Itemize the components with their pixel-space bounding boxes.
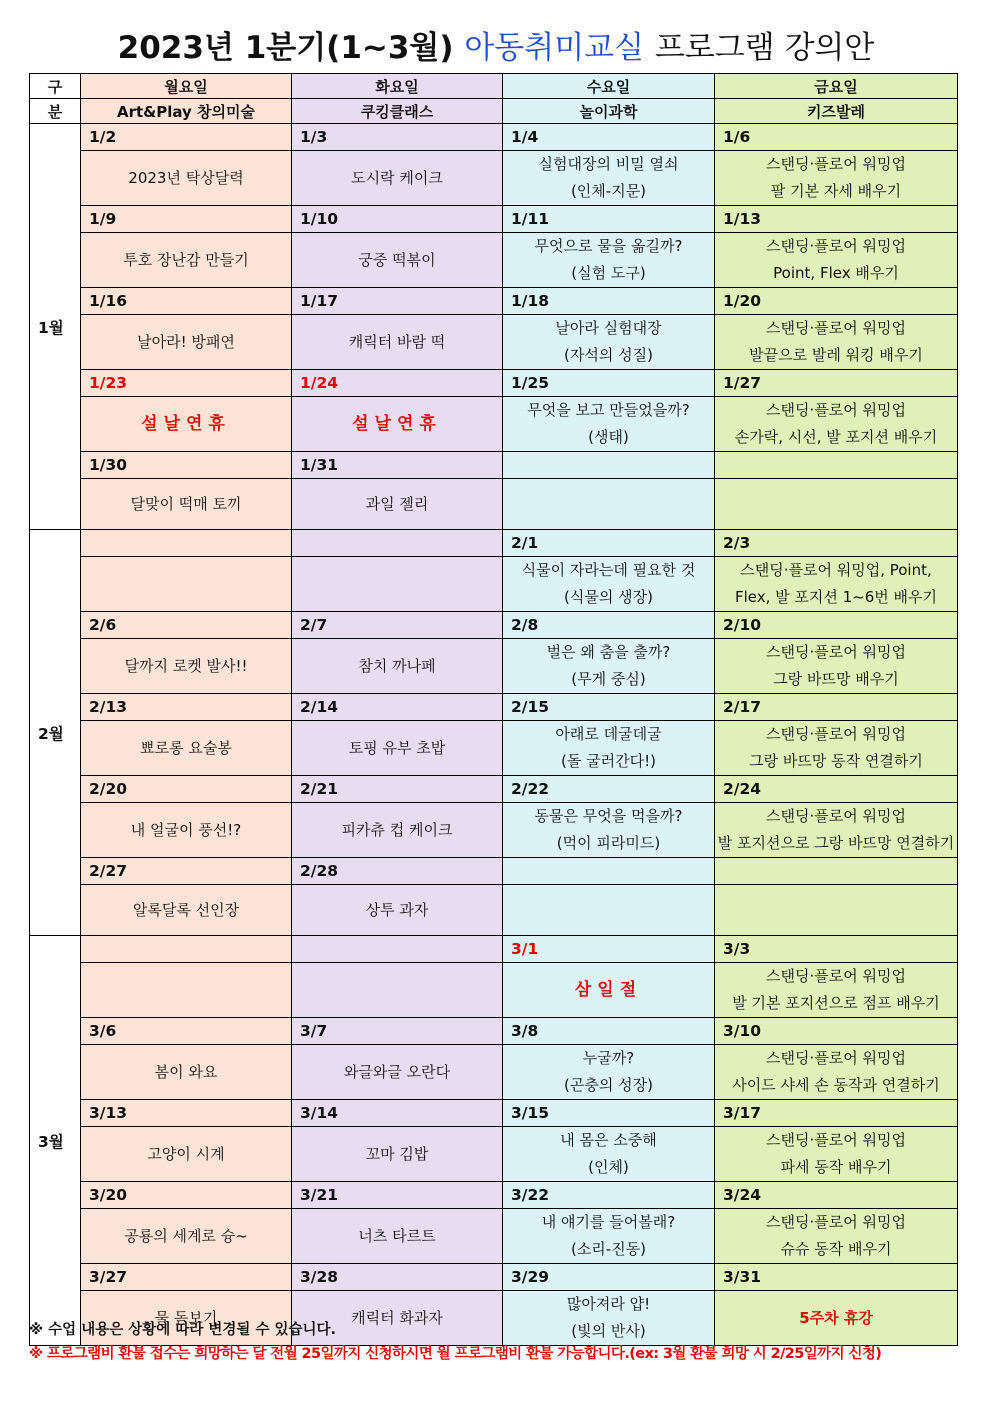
title-part-program: 아동취미교실 — [464, 30, 645, 66]
date-cell-monday: 2/6 — [81, 612, 292, 639]
activity-text: 파세 동작 배우기 — [780, 1158, 892, 1176]
activity-row — [30, 963, 958, 1018]
activity-row — [30, 479, 958, 530]
activity-text: 스탠딩·플로어 워밍업 — [766, 319, 906, 337]
activity-cell-friday — [715, 803, 958, 858]
activity-text: 와글와글 오란다 — [343, 1062, 451, 1081]
activity-cell-monday — [81, 1127, 292, 1182]
day-header-monday: 월요일 — [81, 74, 292, 99]
activity-text: Flex, 발 포지션 1~6번 배우기 — [734, 588, 938, 606]
activity-cell-tuesday — [292, 721, 503, 776]
date-cell-friday: 3/10 — [715, 1018, 958, 1045]
activity-cell-tuesday — [292, 1045, 503, 1100]
activity-cell-friday — [715, 151, 958, 206]
activity-text: 고양이 시계 — [147, 1144, 225, 1163]
activity-cell-friday — [715, 721, 958, 776]
activity-text: 많아져라 얍! — [566, 1295, 651, 1313]
date-cell-tuesday — [292, 936, 503, 963]
date-cell-wednesday: 2/22 — [503, 776, 715, 803]
activity-row — [30, 1127, 958, 1182]
activity-cell-wednesday — [503, 557, 715, 612]
activity-cell-tuesday — [292, 885, 503, 936]
activity-text: 스탠딩·플로어 워밍업 — [766, 1131, 906, 1149]
date-row — [30, 1182, 958, 1209]
activity-cell-tuesday — [292, 397, 503, 452]
activity-cell-tuesday — [292, 479, 503, 530]
activity-cell-friday — [715, 963, 958, 1018]
activity-row — [30, 803, 958, 858]
date-row — [30, 776, 958, 803]
activity-cell-friday — [715, 1127, 958, 1182]
activity-text: 식물이 자라는데 필요한 것 — [521, 561, 696, 579]
activity-text: 팔 기본 자세 배우기 — [770, 182, 902, 200]
activity-cell-wednesday — [503, 315, 715, 370]
activity-text: (무게 중심) — [571, 670, 646, 688]
activity-row — [30, 721, 958, 776]
date-cell-monday: 1/23 — [81, 370, 292, 397]
activity-text: (자석의 성질) — [564, 346, 653, 364]
activity-cell-tuesday — [292, 1209, 503, 1264]
activity-text: 무엇으로 물을 옮길까? — [534, 237, 683, 255]
activity-text: 사이드 샤세 손 동작과 연결하기 — [732, 1076, 940, 1094]
activity-text: 손가락, 시선, 발 포지션 배우기 — [734, 428, 938, 446]
activity-cell-friday — [715, 1291, 958, 1346]
date-cell-wednesday: 3/8 — [503, 1018, 715, 1045]
date-cell-wednesday: 1/25 — [503, 370, 715, 397]
activity-cell-monday — [81, 557, 292, 612]
activity-cell-wednesday — [503, 963, 715, 1018]
activity-text: 상투 과자 — [365, 900, 429, 919]
activity-row — [30, 1209, 958, 1264]
title-part-syllabus: 프로그램 강의안 — [654, 30, 875, 66]
activity-text: 설날연휴 — [141, 413, 231, 434]
date-cell-tuesday: 3/14 — [292, 1100, 503, 1127]
date-cell-monday: 1/16 — [81, 288, 292, 315]
page-title — [0, 22, 992, 67]
activity-text: 스탠딩·플로어 워밍업 — [766, 725, 906, 743]
activity-text: 날아라! 방패연 — [137, 332, 235, 351]
day-header-friday: 금요일 — [715, 74, 958, 99]
activity-text: 과일 젤리 — [365, 494, 429, 513]
activity-text: 5주차 휴강 — [799, 1308, 873, 1327]
activity-text: 알록달록 선인장 — [132, 900, 240, 919]
activity-cell-monday — [81, 397, 292, 452]
activity-cell-tuesday — [292, 315, 503, 370]
date-cell-friday — [715, 858, 958, 885]
activity-text: 달맞이 떡매 토끼 — [130, 494, 242, 513]
date-cell-monday: 1/2 — [81, 124, 292, 151]
activity-text: 스탠딩·플로어 워밍업 — [766, 807, 906, 825]
date-cell-tuesday: 3/28 — [292, 1264, 503, 1291]
day-header-tuesday: 화요일 — [292, 74, 503, 99]
activity-cell-monday — [81, 963, 292, 1018]
date-cell-wednesday: 3/22 — [503, 1182, 715, 1209]
schedule-table — [29, 73, 958, 1346]
gubun-header-top: 구 — [30, 74, 81, 99]
date-cell-tuesday: 2/21 — [292, 776, 503, 803]
date-cell-tuesday: 3/7 — [292, 1018, 503, 1045]
activity-cell-tuesday — [292, 639, 503, 694]
activity-text: 발 포지션으로 그랑 바뜨망 연결하기 — [717, 834, 955, 852]
activity-cell-wednesday — [503, 803, 715, 858]
activity-cell-tuesday — [292, 963, 503, 1018]
activity-text: (먹이 피라미드) — [556, 834, 661, 852]
activity-text: 봄이 와요 — [154, 1062, 218, 1081]
header-row-classes — [30, 99, 958, 124]
activity-row — [30, 557, 958, 612]
activity-cell-friday — [715, 397, 958, 452]
activity-text: (생태) — [588, 428, 629, 446]
date-row — [30, 1100, 958, 1127]
activity-cell-monday — [81, 233, 292, 288]
activity-text: 스탠딩·플로어 워밍업 — [766, 237, 906, 255]
date-cell-friday: 3/3 — [715, 936, 958, 963]
date-row — [30, 1264, 958, 1291]
activity-cell-wednesday — [503, 721, 715, 776]
activity-cell-wednesday — [503, 151, 715, 206]
month-label: 2월 — [30, 530, 81, 936]
activity-text: 스탠딩·플로어 워밍업 — [766, 1049, 906, 1067]
date-row — [30, 288, 958, 315]
activity-text: 발 기본 포지션으로 점프 배우기 — [732, 994, 940, 1012]
activity-row — [30, 1045, 958, 1100]
date-row — [30, 206, 958, 233]
activity-text: 2023년 탁상달력 — [128, 168, 244, 187]
date-cell-friday: 2/17 — [715, 694, 958, 721]
activity-row — [30, 315, 958, 370]
activity-text: 날아라 실험대장 — [555, 319, 662, 337]
activity-cell-tuesday — [292, 557, 503, 612]
activity-text: 삼일절 — [574, 979, 643, 1000]
activity-text: 스탠딩·플로어 워밍업 — [766, 401, 906, 419]
date-cell-tuesday: 1/31 — [292, 452, 503, 479]
date-cell-monday — [81, 936, 292, 963]
activity-cell-friday — [715, 557, 958, 612]
activity-text: (곤충의 성장) — [564, 1076, 653, 1094]
activity-cell-wednesday — [503, 1127, 715, 1182]
activity-text: 아래로 데굴데굴 — [555, 725, 662, 743]
date-cell-friday: 1/6 — [715, 124, 958, 151]
date-cell-tuesday: 1/3 — [292, 124, 503, 151]
date-row — [30, 612, 958, 639]
activity-text: (실험 도구) — [571, 264, 646, 282]
date-cell-wednesday — [503, 858, 715, 885]
activity-text: 내 몸은 소중해 — [560, 1131, 657, 1149]
activity-cell-wednesday — [503, 639, 715, 694]
activity-cell-friday — [715, 315, 958, 370]
class-header-ballet: 키즈발레 — [715, 99, 958, 124]
date-cell-friday: 2/24 — [715, 776, 958, 803]
day-header-wednesday: 수요일 — [503, 74, 715, 99]
activity-text: 피카츄 컵 케이크 — [341, 820, 453, 839]
activity-text: 달까지 로켓 발사!! — [124, 656, 248, 675]
header-row-days — [30, 74, 958, 99]
date-row — [30, 530, 958, 557]
activity-cell-monday — [81, 1045, 292, 1100]
date-cell-tuesday: 2/7 — [292, 612, 503, 639]
activity-text: 캐릭터 화과자 — [351, 1308, 443, 1327]
date-row — [30, 452, 958, 479]
date-cell-monday: 2/20 — [81, 776, 292, 803]
activity-text: (식물의 생장) — [564, 588, 653, 606]
gubun-header-bottom: 분 — [30, 99, 81, 124]
activity-text: 설날연휴 — [352, 413, 442, 434]
date-cell-wednesday: 3/15 — [503, 1100, 715, 1127]
activity-text: 스탠딩·플로어 워밍업 — [766, 967, 906, 985]
date-row — [30, 936, 958, 963]
activity-row — [30, 639, 958, 694]
activity-cell-friday — [715, 885, 958, 936]
activity-cell-wednesday — [503, 1045, 715, 1100]
date-row — [30, 858, 958, 885]
activity-text: Point, Flex 배우기 — [773, 264, 899, 282]
activity-text: 동물은 무엇을 먹을까? — [534, 807, 683, 825]
activity-text: 투호 장난감 만들기 — [123, 250, 249, 269]
month-label: 3월 — [30, 936, 81, 1346]
date-row — [30, 694, 958, 721]
activity-text: (빛의 반사) — [571, 1322, 646, 1340]
activity-text: 누굴까? — [582, 1049, 635, 1067]
activity-cell-wednesday — [503, 397, 715, 452]
activity-cell-monday — [81, 721, 292, 776]
activity-text: 스탠딩·플로어 워밍업, Point, — [740, 561, 932, 579]
date-cell-wednesday: 2/8 — [503, 612, 715, 639]
class-header-cooking: 쿠킹클래스 — [292, 99, 503, 124]
date-cell-friday: 2/10 — [715, 612, 958, 639]
activity-cell-monday — [81, 803, 292, 858]
activity-cell-friday — [715, 1045, 958, 1100]
activity-cell-monday — [81, 885, 292, 936]
activity-row — [30, 397, 958, 452]
note-refund-policy: ※ 프로그램비 환불 접수는 희망하는 달 전월 25일까지 신청하시면 월 프로그램비 환불 가능합니다.(ex: 3월 환불 희망 시 2/25일까지 신청) — [29, 1346, 882, 1362]
activity-text: 실험대장의 비밀 열쇠 — [538, 155, 679, 173]
activity-text: 너츠 타르트 — [358, 1226, 436, 1245]
activity-text: 토핑 유부 초밥 — [348, 738, 446, 757]
date-cell-tuesday: 1/10 — [292, 206, 503, 233]
activity-cell-monday — [81, 315, 292, 370]
date-cell-tuesday: 3/21 — [292, 1182, 503, 1209]
date-cell-tuesday: 1/24 — [292, 370, 503, 397]
date-cell-wednesday: 1/4 — [503, 124, 715, 151]
month-label: 1월 — [30, 124, 81, 530]
date-cell-tuesday: 1/17 — [292, 288, 503, 315]
schedule-body — [30, 74, 958, 1346]
date-cell-tuesday — [292, 530, 503, 557]
date-cell-friday: 3/31 — [715, 1264, 958, 1291]
date-cell-monday: 3/6 — [81, 1018, 292, 1045]
date-cell-wednesday: 2/1 — [503, 530, 715, 557]
title-part-period: 2023년 1분기(1~3월) — [117, 30, 454, 66]
activity-text: 참치 까나페 — [358, 656, 436, 675]
activity-text: (돌 굴러간다!) — [561, 752, 656, 770]
date-cell-monday: 2/27 — [81, 858, 292, 885]
date-cell-wednesday: 1/18 — [503, 288, 715, 315]
date-cell-friday: 3/17 — [715, 1100, 958, 1127]
date-cell-friday: 3/24 — [715, 1182, 958, 1209]
date-cell-wednesday: 3/29 — [503, 1264, 715, 1291]
activity-cell-friday — [715, 479, 958, 530]
activity-cell-tuesday — [292, 233, 503, 288]
date-cell-tuesday: 2/28 — [292, 858, 503, 885]
activity-text: (인체) — [588, 1158, 629, 1176]
activity-text: 캐릭터 바람 떡 — [348, 332, 446, 351]
activity-text: 꼬마 김밥 — [365, 1144, 429, 1163]
activity-text: 내 얼굴이 풍선!? — [130, 820, 242, 839]
activity-text: 발끝으로 발레 워킹 배우기 — [749, 346, 923, 364]
activity-text: 스탠딩·플로어 워밍업 — [766, 155, 906, 173]
activity-cell-monday — [81, 479, 292, 530]
activity-text: 벌은 왜 춤을 출까? — [546, 643, 671, 661]
date-cell-monday: 1/30 — [81, 452, 292, 479]
activity-text: 궁중 떡볶이 — [358, 250, 436, 269]
activity-cell-monday — [81, 639, 292, 694]
activity-text: 무엇을 보고 만들었을까? — [527, 401, 690, 419]
activity-cell-friday — [715, 233, 958, 288]
activity-cell-monday — [81, 1209, 292, 1264]
date-cell-friday: 1/27 — [715, 370, 958, 397]
activity-cell-friday — [715, 1209, 958, 1264]
activity-cell-tuesday — [292, 803, 503, 858]
date-row — [30, 1018, 958, 1045]
date-cell-wednesday: 1/11 — [503, 206, 715, 233]
date-cell-friday: 1/20 — [715, 288, 958, 315]
activity-text: 스탠딩·플로어 워밍업 — [766, 643, 906, 661]
date-cell-monday: 3/20 — [81, 1182, 292, 1209]
activity-cell-wednesday — [503, 1209, 715, 1264]
activity-text: 슈슈 동작 배우기 — [780, 1240, 892, 1258]
date-cell-wednesday: 3/1 — [503, 936, 715, 963]
date-cell-tuesday: 2/14 — [292, 694, 503, 721]
activity-text: 도시락 케이크 — [351, 168, 443, 187]
activity-text: 내 얘기를 들어볼래? — [541, 1213, 676, 1231]
activity-cell-tuesday — [292, 151, 503, 206]
activity-text: 그랑 바뜨망 동작 연결하기 — [749, 752, 923, 770]
date-cell-monday — [81, 530, 292, 557]
activity-cell-wednesday — [503, 885, 715, 936]
activity-row — [30, 151, 958, 206]
activity-row — [30, 885, 958, 936]
note-change-notice: ※ 수업 내용은 상황에 따라 변경될 수 있습니다. — [29, 1322, 337, 1338]
date-cell-monday: 3/27 — [81, 1264, 292, 1291]
date-cell-friday — [715, 452, 958, 479]
date-cell-wednesday: 2/15 — [503, 694, 715, 721]
activity-cell-wednesday — [503, 233, 715, 288]
activity-cell-monday — [81, 151, 292, 206]
activity-cell-tuesday — [292, 1127, 503, 1182]
date-cell-friday: 2/3 — [715, 530, 958, 557]
activity-text: 물 돋보기 — [154, 1308, 218, 1327]
activity-text: 뾰로롱 요술봉 — [140, 738, 232, 757]
date-row — [30, 124, 958, 151]
activity-text: (소리-진동) — [570, 1240, 647, 1258]
date-cell-monday: 1/9 — [81, 206, 292, 233]
class-header-science: 놀이과학 — [503, 99, 715, 124]
date-cell-wednesday — [503, 452, 715, 479]
class-header-art: Art&Play 창의미술 — [81, 99, 292, 124]
activity-cell-friday — [715, 639, 958, 694]
activity-text: 스탠딩·플로어 워밍업 — [766, 1213, 906, 1231]
date-cell-monday: 3/13 — [81, 1100, 292, 1127]
activity-cell-wednesday — [503, 1291, 715, 1346]
date-cell-monday: 2/13 — [81, 694, 292, 721]
date-row — [30, 370, 958, 397]
date-cell-friday: 1/13 — [715, 206, 958, 233]
activity-text: (인체-지문) — [570, 182, 647, 200]
activity-row — [30, 233, 958, 288]
activity-text: 공룡의 세계로 슝~ — [124, 1226, 248, 1245]
activity-text: 그랑 바뜨망 배우기 — [773, 670, 899, 688]
activity-cell-wednesday — [503, 479, 715, 530]
